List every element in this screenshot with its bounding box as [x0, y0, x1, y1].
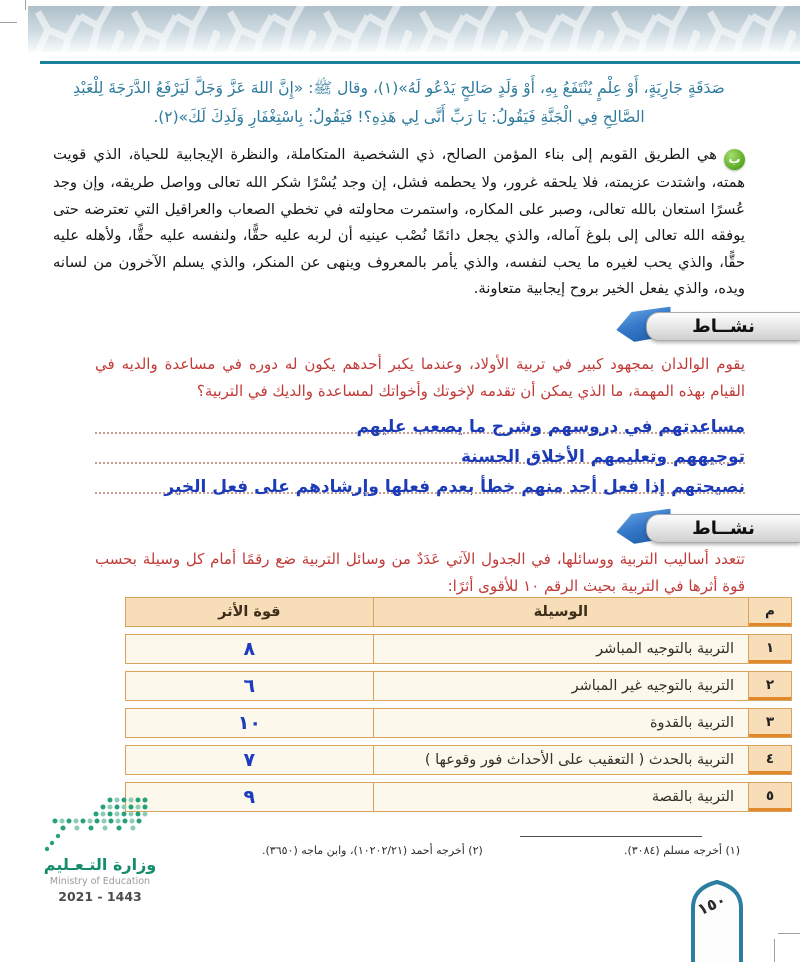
table-row [125, 708, 792, 738]
footnote-2: (٢) أخرجه أحمد (١٠٢٠٢/٢١)، وابن ماجه (٣٦٥٠). [262, 844, 483, 857]
row-impact-value: ٨ [243, 638, 256, 660]
crop-mark-bottom-right-horizontal [778, 933, 800, 934]
row-number: ٥ [749, 783, 791, 811]
header-divider-rule [40, 61, 800, 64]
body-paragraph [53, 142, 745, 303]
methods-table [125, 597, 792, 819]
ministry-name-arabic: وزارة التـعـليم [43, 855, 157, 874]
row-method: التربية بالقصة [373, 783, 749, 811]
edition-years: 2021 - 1443 [58, 889, 142, 904]
activity-label: نشــاط [646, 312, 800, 341]
answer-line-2 [95, 434, 745, 467]
row-method: التربية بالتوجيه المباشر [373, 635, 749, 663]
geometric-pattern-icon [28, 6, 800, 52]
answer-text-3: نصيحتهم إذا فعل أحد منهم خطأ بعدم فعلها وإرشادهم على فعل الخير [164, 477, 745, 497]
hadith-paragraph: صَدَقَةٍ جَارِيَةٍ، أَوْ عِلْمٍ يُنْتَفَعُ بِهِ، أَوْ وَلَدٍ صَالِحٍ يَدْعُو لَهُ»(١)، وقال ﷺ: «إِنَّ اللهَ عَزَّ وَجَلَّ لَيَرْفَعُ الدَّرَجَةَ لِلْعَبْدِ الصَّالِحِ فِي الْجَنَّةِ فَيَقُولُ: يَا رَبِّ أَنَّى لِي هَذِهِ؟! فَيَقُولُ: بِاسْتِغْفَارِ وَلَدِكَ لَكَ»(٢). [73, 79, 725, 126]
table-row [125, 634, 792, 664]
header-cell-method: الوسيلة [373, 598, 749, 626]
row-method: التربية بالحدث ( التعقيب على الأحداث فور وقوعها ) [373, 746, 749, 774]
table-header-row [125, 597, 792, 627]
ministry-logo-dots-icon [44, 795, 156, 853]
header-cell-impact: قوة الأثر [126, 598, 373, 626]
crop-mark-top-left-horizontal [0, 22, 17, 23]
answer-text-2: توجيههم وتعليمهم الأخلاق الحسنة [461, 447, 745, 467]
ministry-logo [30, 795, 170, 905]
activity2-instruction: تتعدد أساليب التربية ووسائلها، في الجدول الآتي عَدَدٌ من وسائل التربية ضع رقمًا أمام كل وسيلة بحسب قوة أثرها في التربية بحيث الرقم ١٠ للأقوى أثرًا: [95, 550, 745, 595]
table-row [125, 671, 792, 701]
page-number: ١٥٠ [694, 889, 729, 920]
footnote-1: (١) أخرجه مسلم (٣٠٨٤). [623, 844, 740, 857]
ministry-name-english: Ministry of Education [49, 876, 151, 887]
row-method: التربية بالقدوة [373, 709, 749, 737]
crop-mark-top-left-vertical [25, 0, 26, 10]
row-impact-value: ٩ [243, 786, 256, 808]
table-row [125, 782, 792, 812]
page-number-dome [688, 878, 746, 962]
row-number: ١ [749, 635, 791, 663]
crop-mark-bottom-right-vertical [774, 939, 775, 962]
header-ornament-band [28, 6, 800, 52]
row-method: التربية بالتوجيه غير المباشر [373, 672, 749, 700]
list-marker-badge: ب [724, 149, 745, 170]
body-paragraph-text: هي الطريق القويم إلى بناء المؤمن الصالح، ذي الشخصية المتكاملة، والنظرة الإيجابية للحياة، الذي قويت همته، واشتدت عزيمته، فلا يلحقه غرور، ولا يحطمه فشل، إن وجد يُسْرًا شكر الله تعالى وواصل طريقه، وإن وجد عُسرًا استعان بالله تعالى، وصبر على المكاره، واستمرت محاولته في تخطي الصعاب والعراقيل التي تعترضه حتى يوفقه الله تعالى إلى بلوغ آماله، والذي يجعل دائمًا نُصْب عينيه أن لربه عليه حقًّا، ولنفسه عليه حقًّا، ولأهله عليه حقًّا، والذي يحب لغيره ما يحب لنفسه، والذي يأمر بالمعروف وينهى عن المنكر، والذي يسلم الآخرون من لسانه ويده، والذي يفعل الخير بروح إيجابية متعاونة. [53, 146, 745, 297]
row-impact-value: ٧ [243, 749, 256, 771]
table-row [125, 745, 792, 775]
answer-text-1: مساعدتهم في دروسهم وشرح ما يصعب عليهم [356, 417, 745, 437]
activity-label: نشــاط [646, 514, 800, 543]
answer-lines [95, 404, 745, 497]
footnote-divider [520, 836, 702, 837]
answer-line-3 [95, 464, 745, 497]
row-number: ٢ [749, 672, 791, 700]
activity-ribbon-2 [600, 511, 800, 544]
activity-ribbon-1 [600, 309, 800, 342]
row-number: ٣ [749, 709, 791, 737]
activity1-question: يقوم الوالدان بمجهود كبير في تربية الأولاد، وعندما يكبر أحدهم يكون له دوره في مساعدة والديه في القيام بهذه المهمة، ما الذي يمكن أن تقدمه لإخوتك وأخواتك لمساعدة والديك في التربية؟ [95, 355, 745, 400]
header-cell-number: م [749, 598, 791, 626]
row-number: ٤ [749, 746, 791, 774]
answer-line-1 [95, 404, 745, 437]
row-impact-value: ٦ [243, 675, 256, 697]
row-impact-value: ١٠ [237, 712, 261, 734]
